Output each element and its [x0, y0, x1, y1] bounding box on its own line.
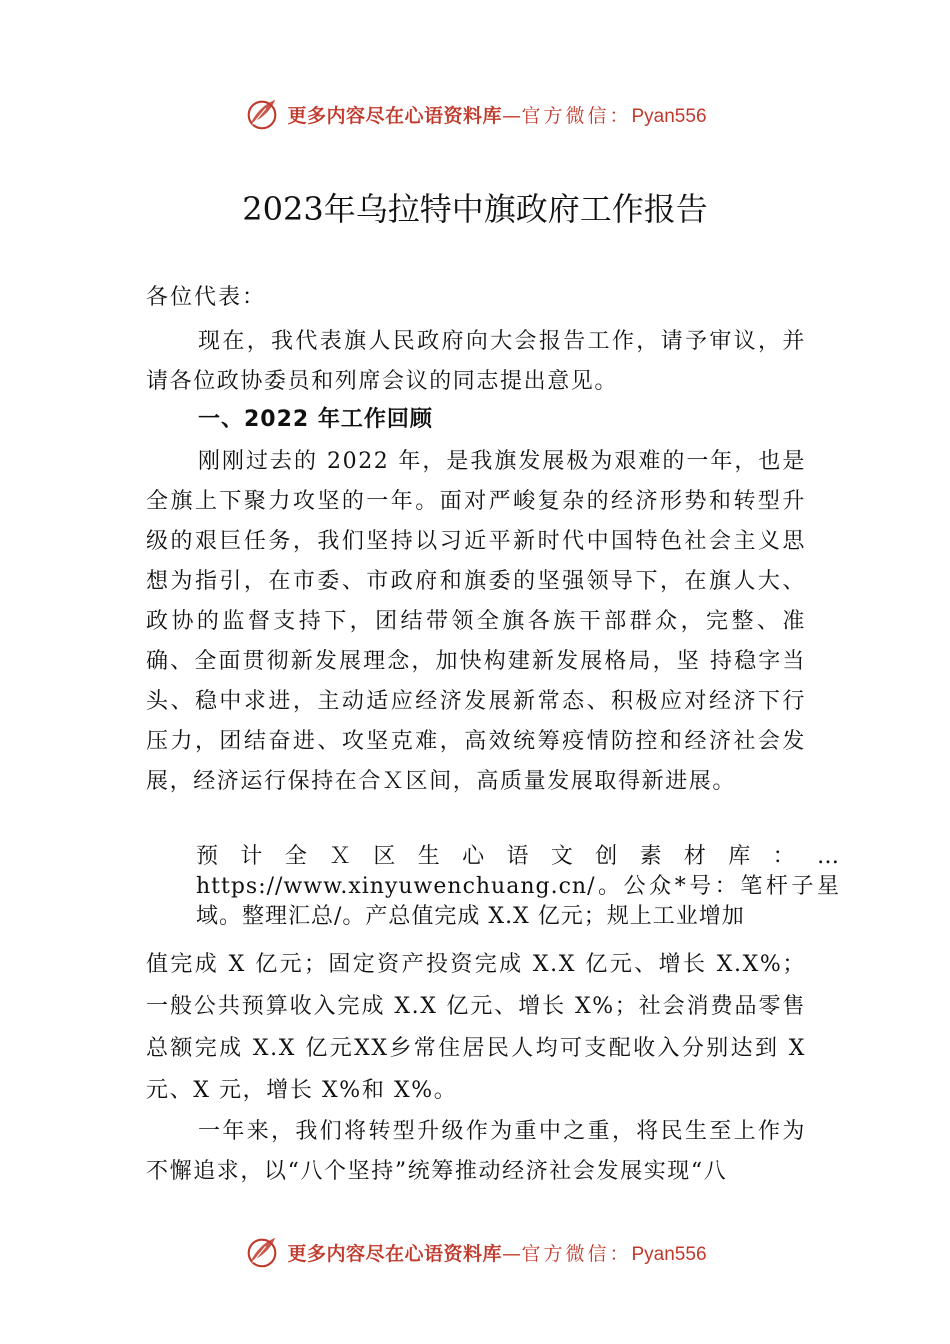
- paragraph-3-text: 值完成 X 亿元；固定资产投资完成 X.X 亿元、增长 X.X%；一般公共预算收入完成 X.X 亿元、增长 X%；社会消费品零售总额完成 X.X 亿元XX乡常住居民人均可支配收入分别达到 X 元、X 元，增长 X%和 X%。: [146, 952, 806, 1103]
- paragraph-4: [146, 1112, 806, 1192]
- paragraph-2: [146, 442, 806, 802]
- banner-dash: —: [501, 1242, 522, 1265]
- salutation: 各位代表：: [146, 285, 267, 310]
- header-banner: [0, 94, 950, 134]
- quill-pen-logo-icon: [243, 1233, 281, 1271]
- paragraph-1-text: 现在，我代表旗人民政府向大会报告工作，请予审议，并请各位政协委员和列席会议的同志提出意见。: [146, 329, 806, 394]
- paragraph-3: [146, 944, 806, 1112]
- section-heading-1: 一、2022 年工作回顾: [198, 407, 433, 432]
- quill-pen-logo-icon: [243, 95, 281, 133]
- banner-lead: 更多内容尽在心语资料库: [287, 1242, 502, 1265]
- banner-dash: —: [501, 104, 522, 127]
- document-title: 2023年乌拉特中旗政府工作报告: [242, 190, 708, 228]
- banner-wechat-id: Pyan556: [631, 1243, 707, 1265]
- banner-wechat-label: 官方微信：: [521, 1242, 632, 1265]
- paragraph-1: [146, 322, 806, 402]
- footer-banner-text: [287, 1239, 706, 1266]
- banner-wechat-id: Pyan556: [631, 105, 707, 127]
- paragraph-4-text: 一年来，我们将转型升级作为重中之重，将民生至上作为不懈追求，以“八个坚持”统筹推动经济社会发展实现“八: [146, 1119, 806, 1184]
- header-banner-text: [287, 101, 706, 128]
- paragraph-2-text: 刚刚过去的 2022 年，是我旗发展极为艰难的一年，也是全旗上下聚力攻坚的一年。面对严峻复杂的经济形势和转型升级的艰巨任务，我们坚持以习近平新时代中国特色社会主义思想为指引，在市委、市政府和旗委的坚强领导下，在旗人大、政协的监督支持下，团结带领全旗各族干部群众，完整、准确、全面贯彻新发展理念，加快构建新发展格局，坚 持稳字当头、稳中求进，主动适应经济发展新常态、积极应对经济下行压力，团结奋进、攻坚克难，高效统筹疫情防控和经济社会发展，经济运行保持在合Ｘ区间，高质量发展取得新进展。: [146, 449, 806, 794]
- footer-banner: [0, 1232, 950, 1272]
- banner-lead: 更多内容尽在心语资料库: [287, 104, 502, 127]
- banner-wechat-label: 官方微信：: [521, 104, 632, 127]
- watermark-paragraph: 预 计 全 Ｘ 区 生 心 语 文 创 素 材 库 ： … https://www.xinyuwenchuang.cn/。公众*号：笔杆子星域。整理汇总/。产总值完成 X.X 亿元；规上工业增加: [196, 844, 840, 929]
